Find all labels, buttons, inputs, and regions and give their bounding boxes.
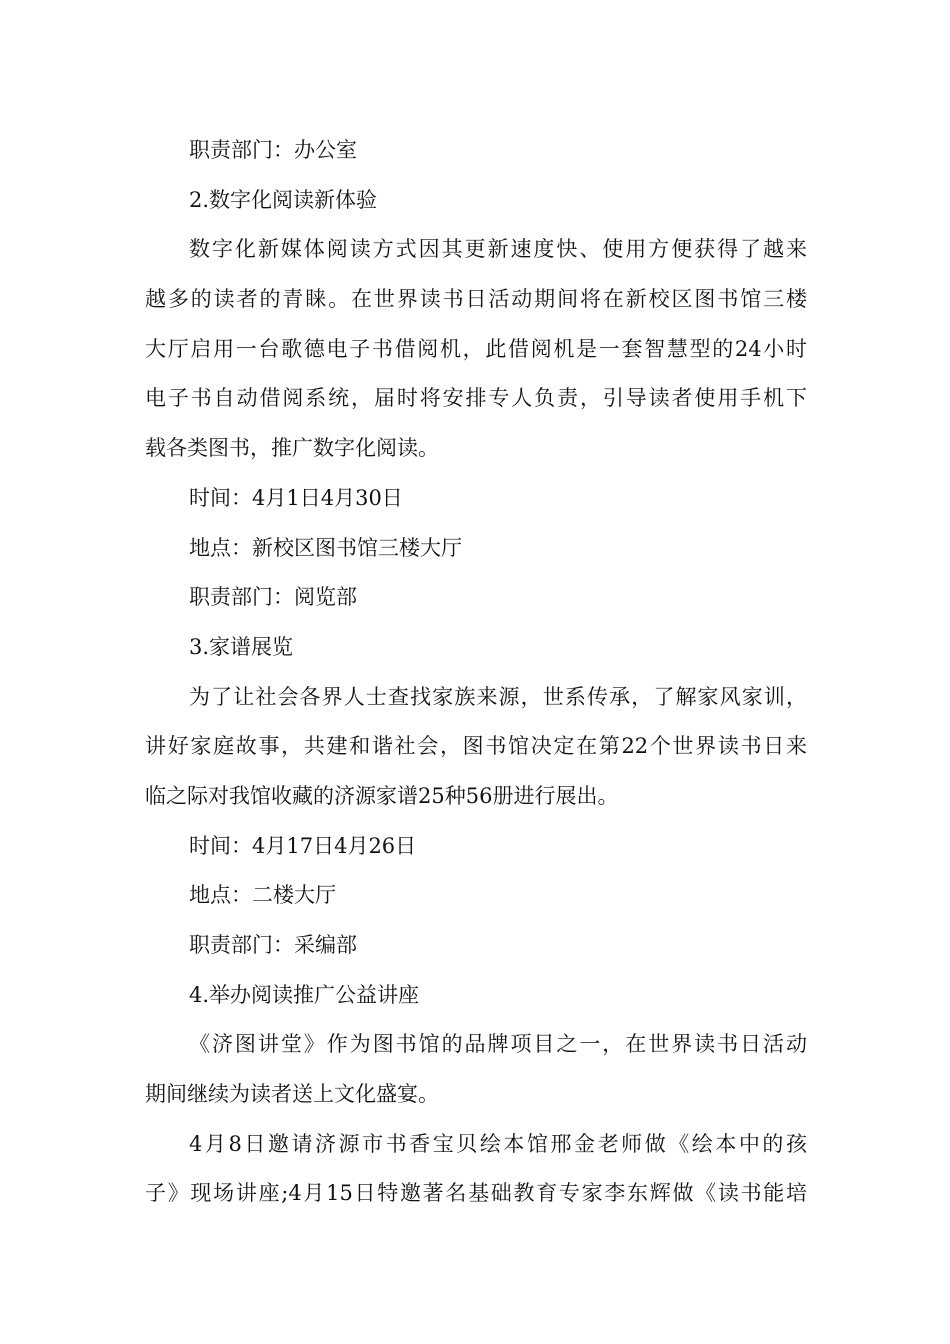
text-line: 载各类图书，推广数字化阅读。 [145, 436, 439, 461]
text-line: 2.数字化阅读新体验 [189, 187, 378, 212]
text-line: 子》现场讲座;4月15日特邀著名基础教育专家李东辉做《读书能培 [145, 1181, 807, 1206]
text-line: 职责部门：阅览部 [189, 585, 357, 610]
document-body [145, 126, 807, 1219]
text-line: 临之际对我馆收藏的济源家谱25种56册进行展出。 [145, 783, 619, 808]
text-line: 为了让社会各界人士查找家族来源，世系传承，了解家风家训， [189, 684, 807, 709]
text-line: 越多的读者的青睐。在世界读书日活动期间将在新校区图书馆三楼 [145, 287, 807, 312]
text-line: 《济图讲堂》作为图书馆的品牌项目之一，在世界读书日活动 [189, 1032, 807, 1057]
text-line: 3.家谱展览 [189, 634, 294, 659]
text-line: 时间：4月17日4月26日 [189, 833, 417, 858]
text-line: 时间：4月1日4月30日 [189, 485, 403, 510]
text-line: 数字化新媒体阅读方式因其更新速度快、使用方便获得了越来 [189, 237, 807, 262]
text-line: 职责部门：采编部 [189, 933, 357, 957]
text-line: 地点：二楼大厅 [189, 883, 336, 908]
text-line: 4月8日邀请济源市书香宝贝绘本馆邢金老师做《绘本中的孩 [189, 1131, 807, 1156]
text-line: 职责部门：办公室 [189, 138, 357, 162]
text-line: 讲好家庭故事，共建和谐社会，图书馆决定在第22个世界读书日来 [145, 734, 807, 759]
text-line: 电子书自动借阅系统，届时将安排专人负责，引导读者使用手机下 [145, 386, 807, 411]
text-line: 期间继续为读者送上文化盛宴。 [145, 1082, 439, 1107]
text-line: 4.举办阅读推广公益讲座 [189, 982, 420, 1007]
text-line: 大厅启用一台歌德电子书借阅机，此借阅机是一套智慧型的24小时 [145, 336, 807, 361]
text-line: 地点：新校区图书馆三楼大厅 [189, 535, 462, 560]
